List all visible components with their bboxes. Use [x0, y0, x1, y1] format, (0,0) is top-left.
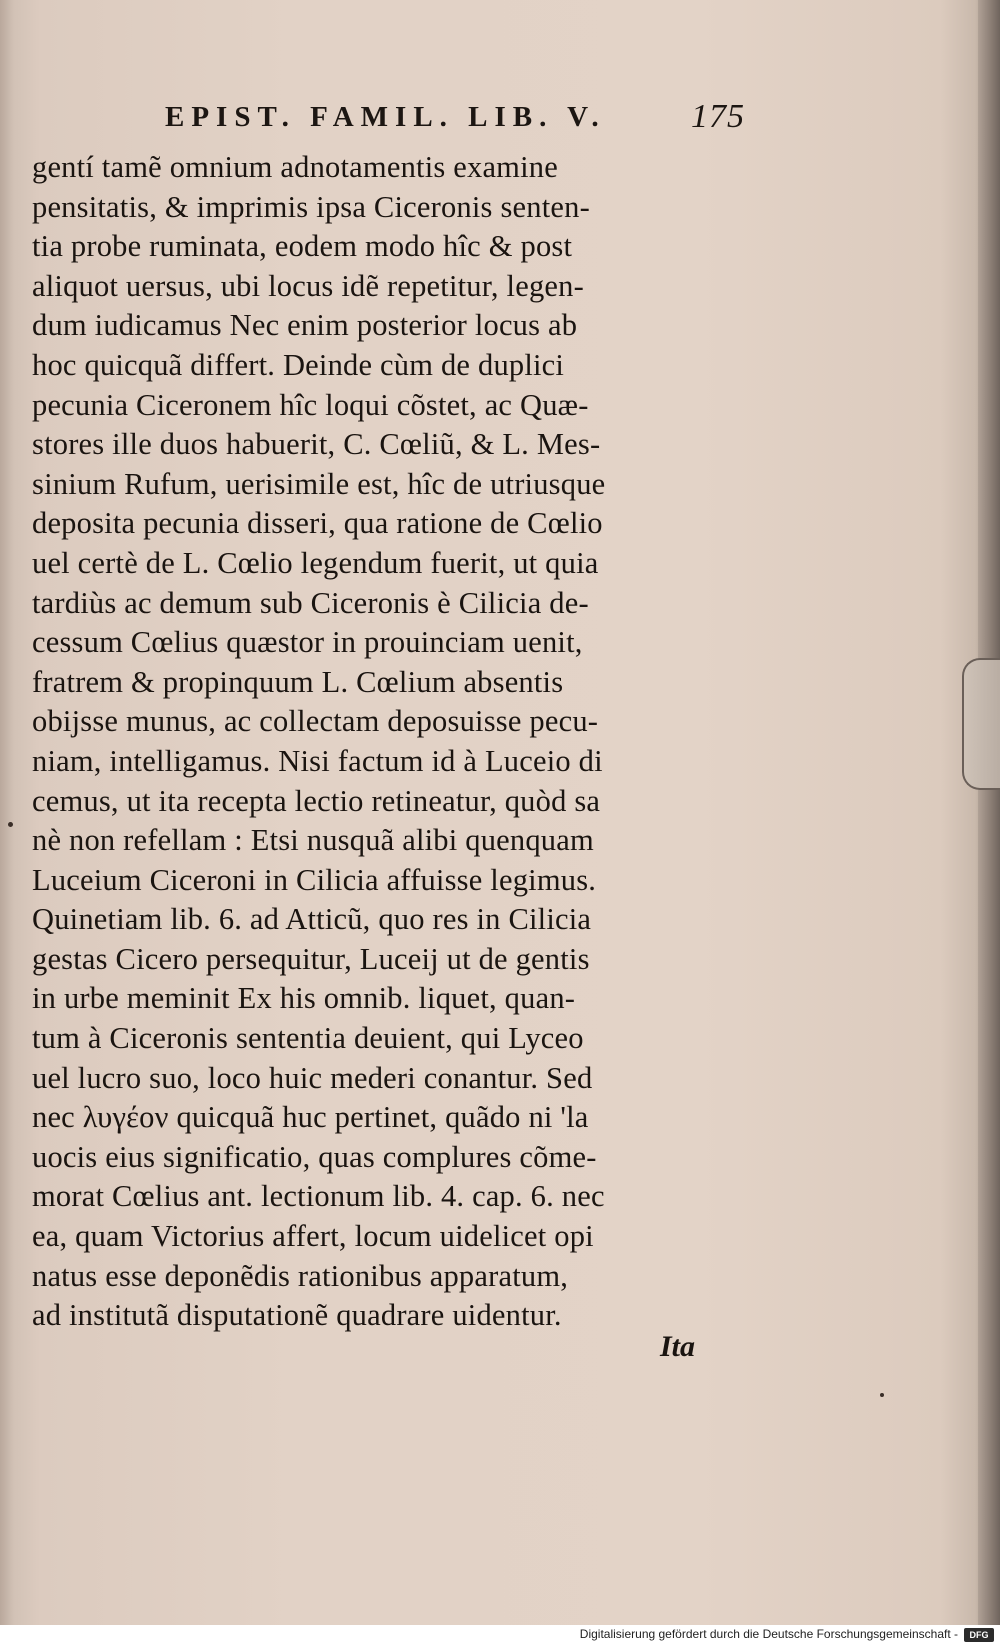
text-line: gentí tamẽ omnium adnotamentis examine	[32, 150, 558, 184]
text-line: hoc quicquã differt. Deinde cùm de duplici	[32, 347, 565, 382]
text-line: gestas Cicero persequitur, Luceij ut de gentis	[32, 941, 590, 976]
text-line: aliquot uersus, ubi locus idẽ repetitur, legen-	[32, 268, 584, 303]
page-number: 175	[691, 98, 745, 135]
catchword: Ita	[660, 1330, 696, 1363]
ink-speck	[880, 1393, 884, 1397]
page-tab	[962, 658, 1000, 790]
text-line: niam, intelligamus. Nisi factum id à Luceio di	[32, 743, 603, 778]
text-line: tia probe ruminata, eodem modo hîc & post	[32, 229, 573, 264]
text-line: pecunia Ciceronem hîc loqui cõstet, ac Quæ-	[32, 387, 589, 422]
ink-speck	[8, 822, 13, 827]
text-line: deposita pecunia disseri, qua ratione de Cœlio	[32, 506, 603, 541]
text-line: natus esse deponẽdis rationibus apparatum,	[32, 1258, 569, 1293]
text-line: pensitatis, & imprimis ipsa Ciceronis senten-	[32, 189, 590, 224]
text-line: cemus, ut ita recepta lectio retineatur, quòd sa	[32, 783, 601, 818]
text-line: uel certè de L. Cœlio legendum fuerit, ut quia	[32, 545, 599, 580]
text-line: sinium Rufum, uerisimile est, hîc de utriusque	[32, 466, 606, 501]
text-line: obijsse munus, ac collectam deposuisse pecu-	[32, 704, 599, 739]
text-line: tum à Ciceronis sententia deuient, qui Lyceo	[32, 1021, 584, 1056]
text-line: nec λυγέον quicquã huc pertinet, quãdo ni 'la	[32, 1100, 589, 1135]
text-line: tardiùs ac demum sub Ciceronis è Cilicia de-	[32, 585, 589, 620]
text-line: cessum Cœlius quæstor in prouinciam uenit,	[32, 625, 583, 660]
running-title: EPIST. FAMIL. LIB. V.	[165, 100, 606, 133]
text-line: in urbe meminit Ex his omnib. liquet, quan-	[32, 981, 576, 1016]
digitization-footer	[0, 1625, 1000, 1645]
text-line: fratrem & propinquum L. Cœlium absentis	[32, 664, 564, 699]
text-line: uocis eius significatio, quas complures cõme-	[32, 1139, 597, 1174]
body-text	[32, 148, 742, 1336]
text-line: morat Cœlius ant. lectionum lib. 4. cap. 6. nec	[32, 1179, 605, 1214]
text-line: uel lucro suo, loco huic mederi conantur. Sed	[32, 1060, 593, 1095]
text-line: ad institutã disputationẽ quadrare uidentur.	[32, 1298, 562, 1333]
text-line: Quinetiam lib. 6. ad Atticũ, quo res in Cilicia	[32, 902, 592, 937]
funding-credit: Digitalisierung gefördert durch die Deutsche Forschungsgemeinschaft -	[579, 1627, 958, 1641]
page-header	[165, 92, 745, 142]
text-line: Luceium Ciceroni in Cilicia affuisse legimus.	[32, 862, 597, 897]
text-line: dum iudicamus Nec enim posterior locus ab	[32, 308, 578, 343]
text-line: ea, quam Victorius affert, locum uidelicet opi	[32, 1219, 594, 1254]
page-edge	[978, 0, 1000, 1625]
dfg-logo: DFG	[964, 1628, 994, 1642]
text-line: stores ille duos habuerit, C. Cœliũ, & L. Mes-	[32, 427, 601, 462]
text-line: nè non refellam : Etsi nusquã alibi quenquam	[32, 823, 594, 858]
